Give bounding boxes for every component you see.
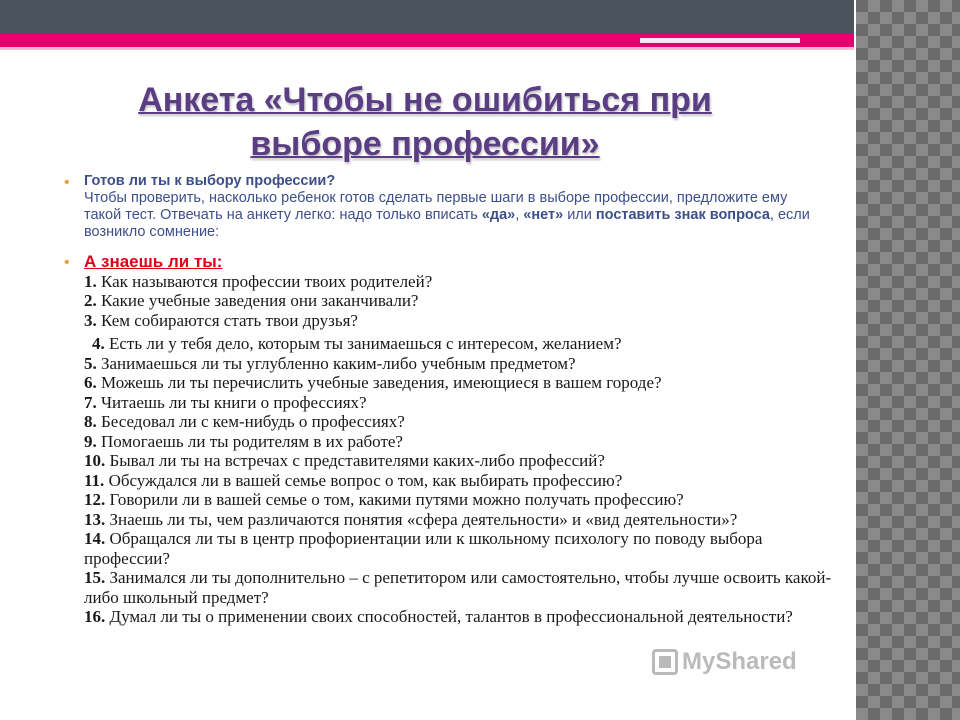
- intro-question-mark-phrase: поставить знак вопроса: [595, 207, 770, 223]
- intro-or: или: [563, 207, 596, 223]
- question-item: 4. Есть ли у тебя дело, которым ты занимаешься с интересом, желанием?: [92, 334, 622, 353]
- section-heading: А знаешь ли ты:: [84, 252, 223, 271]
- intro-yes: «да»: [481, 207, 516, 223]
- questions-section: [84, 252, 844, 627]
- bullet-icon: •: [64, 174, 70, 191]
- slide-title: [100, 78, 750, 166]
- question-item: 14. Обращался ли ты в центр профориентации или к школьному психологу по поводу выбора профессии?: [84, 529, 763, 568]
- header-highlight-bar: [640, 38, 800, 43]
- question-item: 13. Знаешь ли ты, чем различаются понятия «сфера деятельности» и «вид деятельности»?: [84, 509, 738, 529]
- question-item: 8. Беседовал ли с кем-нибудь о профессиях?: [84, 412, 405, 431]
- intro-comma: ,: [515, 207, 524, 223]
- myshared-watermark: [652, 648, 797, 676]
- intro-text-before: Чтобы проверить, насколько ребенок готов сделать первые шаги в выборе профессии, предложите ему такой тест. Отвечать на анкету легко: надо только вписать: [84, 190, 788, 223]
- intro-text-after: , если возникло сомнение:: [84, 207, 810, 240]
- intro-question: Готов ли ты к выбору профессии?: [84, 173, 336, 189]
- question-item: 1. Как называются профессии твоих родителей?: [84, 271, 433, 291]
- watermark-text: MyShared: [682, 648, 797, 675]
- slide-title-line2: выборе профессии»: [250, 125, 600, 163]
- question-item: 2. Какие учебные заведения они заканчивали?: [84, 291, 419, 310]
- question-item: 9. Помогаешь ли ты родителям в их работе?: [84, 431, 403, 451]
- myshared-logo-icon: [652, 649, 678, 675]
- decorative-side-pattern: [854, 0, 960, 720]
- question-item: 11. Обсуждался ли в вашей семье вопрос о том, как выбирать профессию?: [84, 470, 623, 490]
- bullet-icon: •: [64, 254, 70, 271]
- question-item: 15. Занимался ли ты дополнительно – с репетитором или самостоятельно, чтобы лучше освоить какой-либо школьный предмет?: [84, 568, 832, 607]
- question-item: 6. Можешь ли ты перечислить учебные заведения, имеющиеся в вашем городе?: [84, 373, 662, 392]
- question-item: 7. Читаешь ли ты книги о профессиях?: [84, 392, 367, 412]
- question-item: 12. Говорили ли в вашей семье о том, какими путями можно получать профессию?: [84, 490, 684, 509]
- question-item: 5. Занимаешься ли ты углубленно каким-либо учебным предметом?: [84, 353, 576, 373]
- question-item: 16. Думал ли ты о применении своих способностей, талантов в профессиональной деятельности?: [84, 607, 793, 626]
- slide-title-line1: Анкета «Чтобы не ошибиться при: [138, 81, 712, 119]
- question-item: 3. Кем собираются стать твои друзья?: [84, 310, 358, 330]
- header-dark-bar: [0, 0, 856, 33]
- question-item: 10. Бывал ли ты на встречах с представителями каких-либо профессий?: [84, 451, 605, 470]
- header-light-bar: [0, 47, 856, 50]
- intro-no: «нет»: [523, 207, 564, 223]
- intro-block: [84, 173, 824, 241]
